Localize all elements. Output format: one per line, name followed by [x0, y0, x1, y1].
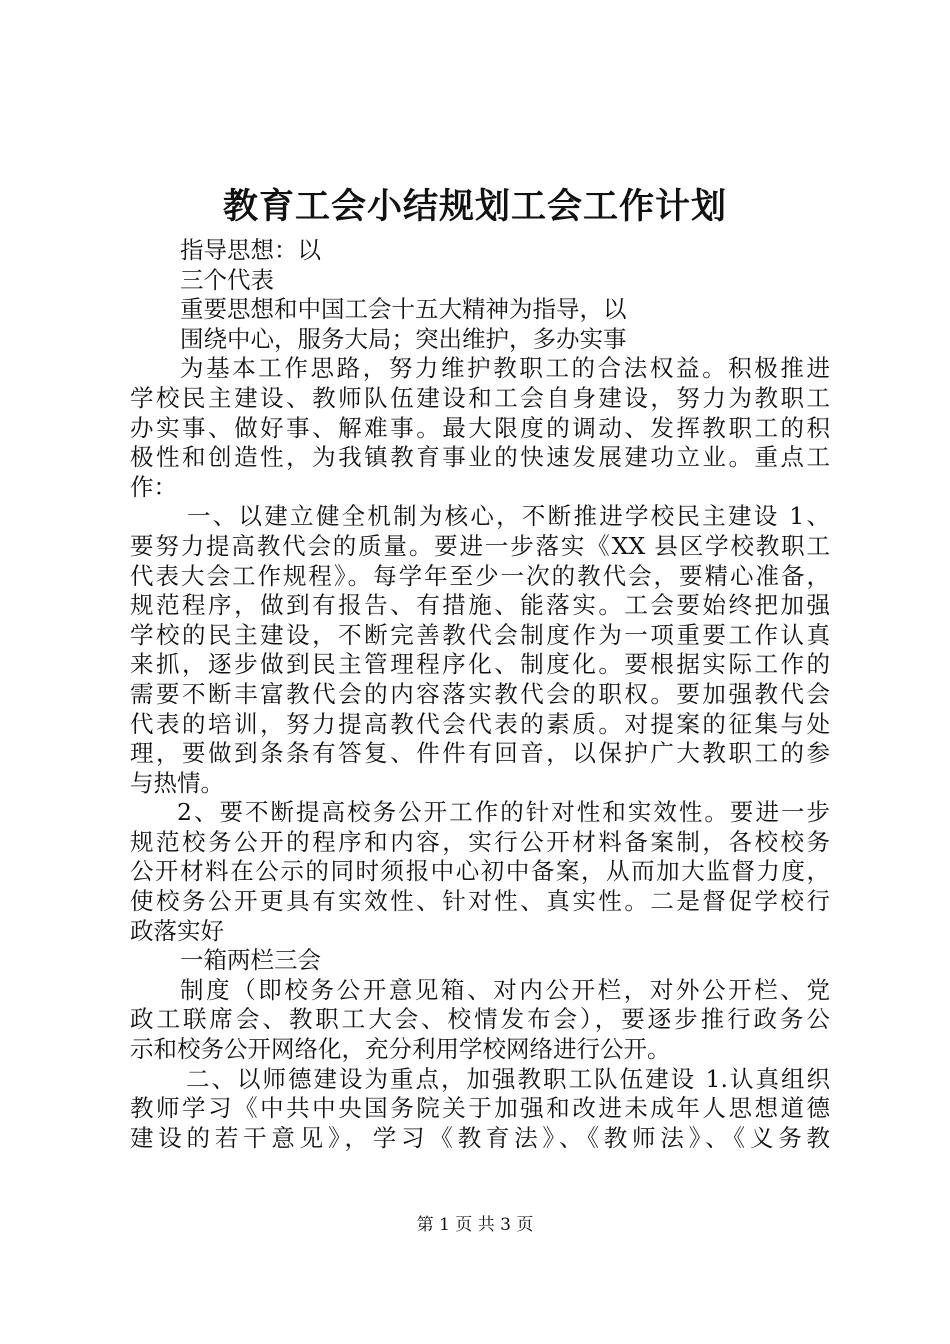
- body-line: 指导思想：以: [180, 236, 321, 264]
- body-line: 来抓，逐步做到民主管理程序化、制度化。要根据实际工作的: [130, 650, 830, 679]
- body-line: 需要不断丰富教代会的内容落实教代会的职权。要加强教代会: [130, 679, 830, 708]
- body-line: 示和校务公开网络化，充分利用学校网络进行公开。: [130, 1035, 671, 1064]
- document-title: 教育工会小结规划工会工作计划: [222, 186, 727, 227]
- body-line: 代表的培训，努力提高教代会代表的素质。对提案的征集与处: [130, 709, 830, 738]
- body-line: 一、以建立健全机制为核心，不断推进学校民主建设 1、: [187, 502, 830, 531]
- body-line: 2、要不断提高校务公开工作的针对性和实效性。要进一步: [177, 798, 830, 827]
- body-line: 政工联席会、教职工大会、校情发布会），要逐步推行政务公: [130, 1005, 830, 1034]
- body-line: 一箱两栏三会: [180, 946, 321, 975]
- body-line: 要努力提高教代会的质量。要进一步落实《XX 县区学校教职工: [130, 531, 830, 560]
- body-line: 为基本工作思路，努力维护教职工的合法权益。积极推进: [180, 354, 830, 383]
- body-line: 规范程序，做到有报告、有措施、能落实。工会要始终把加强: [130, 591, 830, 620]
- body-line: 学校的民主建设，不断完善教代会制度作为一项重要工作认真: [130, 620, 830, 649]
- body-line: 规范校务公开的程序和内容，实行公开材料备案制，各校校务: [130, 827, 830, 856]
- body-line: 二、以师德建设为重点，加强教职工队伍建设 1.认真组织: [186, 1064, 830, 1093]
- body-line: 教师学习《中共中央国务院关于加强和改进未成年人思想道德: [130, 1094, 830, 1123]
- body-line: 代表大会工作规程》。每学年至少一次的教代会，要精心准备，: [130, 561, 830, 590]
- body-line: 理，要做到条条有答复、件件有回音，以保护广大教职工的参: [130, 739, 830, 768]
- body-line: 制度（即校务公开意见箱、对内公开栏，对外公开栏、党: [180, 975, 830, 1004]
- document-body: [130, 236, 830, 1153]
- body-line: 三个代表: [180, 265, 274, 294]
- body-line: 与热情。: [130, 768, 224, 797]
- body-line: 政落实好: [130, 916, 224, 945]
- body-line: 办实事、做好事、解难事。最大限度的调动、发挥教职工的积: [130, 413, 830, 442]
- body-line: 公开材料在公示的同时须报中心初中备案，从而加大监督力度，: [130, 857, 830, 886]
- body-line: 围绕中心，服务大局；突出维护，多办实事: [180, 324, 627, 353]
- body-line: 极性和创造性，为我镇教育事业的快速发展建功立业。重点工: [130, 443, 830, 472]
- body-line: 重要思想和中国工会十五大精神为指导，以: [180, 295, 627, 324]
- body-line: 使校务公开更具有实效性、针对性、真实性。二是督促学校行: [130, 887, 830, 916]
- page-number-footer: 第 1 页 共 3 页: [416, 1215, 534, 1235]
- body-line: 学校民主建设、教师队伍建设和工会自身建设，努力为教职工: [130, 383, 830, 412]
- body-line: 建设的若干意见》，学习《教育法》、《教师法》、《义务教: [130, 1123, 830, 1152]
- body-line: 作：: [130, 472, 177, 501]
